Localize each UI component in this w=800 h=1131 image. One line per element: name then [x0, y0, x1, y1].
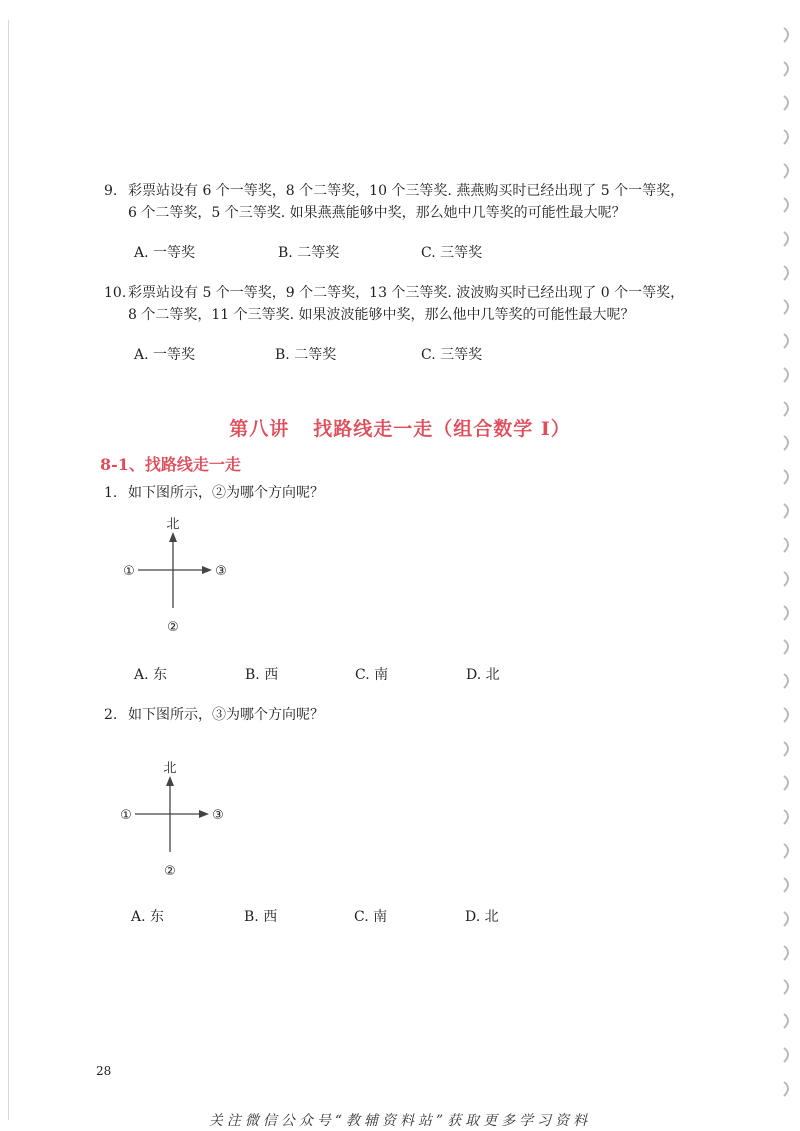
option-a: A. 一等奖: [134, 245, 196, 261]
chapter-lecture: 第八讲: [229, 418, 290, 440]
option-b: B. 西: [245, 667, 279, 683]
question-text-line2: 6 个二等奖，5 个三等奖. 如果燕燕能够中奖，那么她中几等奖的可能性最大呢？: [128, 205, 626, 221]
option-b: B. 西: [244, 909, 278, 925]
north-arrowhead: [169, 532, 177, 542]
option-c: C. 三等奖: [421, 245, 483, 261]
spiral-binding: [766, 0, 800, 1131]
problem-1: [104, 482, 324, 504]
label-3: ③: [212, 808, 224, 823]
question-text-line1: 彩票站设有 6 个一等奖，8 个二等奖，10 个三等奖. 燕燕购买时已经出现了 5 个一等奖，: [128, 183, 685, 199]
question-text-line2: 8 个二等奖，11 个三等奖. 如果波波能够中奖，那么他中几等奖的可能性最大呢？: [128, 307, 635, 323]
question-text-line1: 彩票站设有 5 个一等奖，9 个二等奖，13 个三等奖. 波波购买时已经出现了 0 个一等奖，: [128, 285, 685, 301]
question-number: 9.: [104, 183, 118, 199]
option-a: A. 东: [131, 909, 165, 925]
problem-text: 如下图所示，③为哪个方向呢？: [128, 707, 324, 723]
north-label: 北: [163, 761, 177, 776]
footer-watermark: 关注微信公众号“教辅资料站”获取更多学习资料: [208, 1113, 592, 1129]
option-c: C. 三等奖: [421, 347, 483, 363]
option-c: C. 南: [355, 667, 389, 683]
label-2: ②: [167, 620, 179, 635]
north-label: 北: [166, 517, 180, 532]
question-number: 10.: [104, 285, 127, 301]
label-1: ①: [123, 564, 135, 579]
option-c: C. 南: [354, 909, 388, 925]
option-d: D. 北: [466, 667, 500, 683]
page-edge-line: [8, 20, 9, 1120]
chapter-title: [0, 414, 800, 441]
chapter-name: 找路线走一走（组合数学 I）: [313, 418, 571, 440]
option-a: A. 一等奖: [134, 347, 196, 363]
option-d: D. 北: [465, 909, 499, 925]
section-heading: 8-1、找路线走一走: [100, 455, 241, 474]
problem-2: [104, 704, 324, 726]
label-2: ②: [164, 864, 176, 879]
compass-diagram: [118, 512, 228, 636]
compass-diagram: [115, 756, 225, 880]
east-arrowhead: [199, 810, 209, 818]
label-1: ①: [120, 808, 132, 823]
east-arrowhead: [202, 566, 212, 574]
question-10: [104, 282, 685, 323]
option-b: B. 二等奖: [275, 347, 337, 363]
problem-number: 1.: [104, 485, 118, 501]
problem-number: 2.: [104, 707, 118, 723]
problem-text: 如下图所示，②为哪个方向呢？: [128, 485, 324, 501]
page-number: 28: [96, 1064, 112, 1078]
option-b: B. 二等奖: [278, 245, 340, 261]
option-a: A. 东: [134, 667, 168, 683]
label-3: ③: [215, 564, 227, 579]
question-9: [104, 180, 685, 221]
north-arrowhead: [166, 776, 174, 786]
